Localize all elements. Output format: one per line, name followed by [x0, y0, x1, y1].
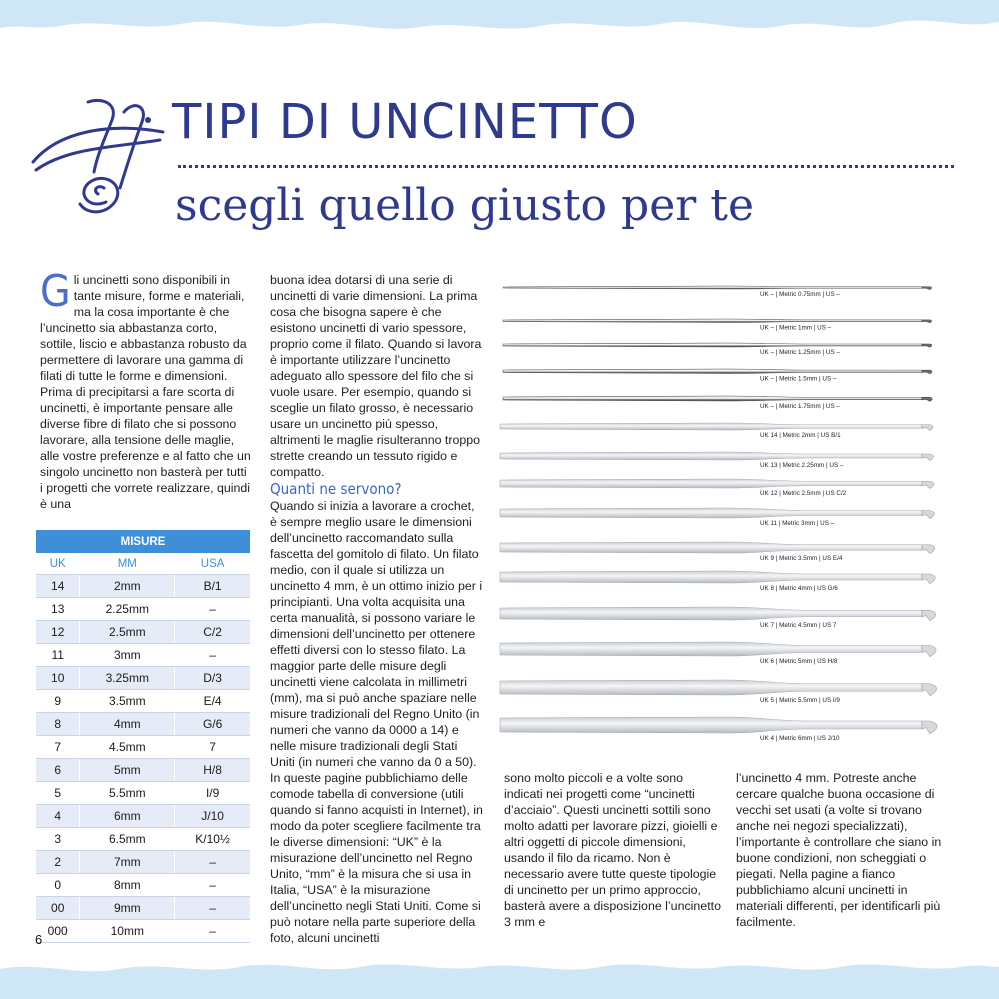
- table-row: [36, 759, 250, 782]
- fourth-paragraph: sono molto piccoli e a volte sono indicati nei progetti come “uncinetti d’acciaio”. Questi uncinetti sottili sono molto adatti per lavorare pizzi, gioielli e altri oggetti di piccole dimensioni, usando il filo da ricamo. Non è necessario avere tutte queste tipologie di uncinetto per un primo approccio, basterà avere a disposizione l’uncinetto 3 mm e: [504, 771, 721, 929]
- hook-size-label: UK 9 | Metric 3.5mm | US E/4: [760, 555, 843, 562]
- hook-size-label: UK – | Metric 1.25mm | US –: [760, 349, 840, 356]
- column-header-mm: MM: [80, 553, 175, 575]
- hook-shaft: [500, 542, 922, 553]
- cell-mm: 6.5mm: [80, 828, 175, 851]
- hook-item: [503, 369, 932, 383]
- cell-uk: 0: [36, 874, 80, 897]
- cell-uk: 4: [36, 805, 80, 828]
- cell-usa: K/10½: [175, 828, 250, 851]
- table-row: [36, 598, 250, 621]
- hook-size-label: UK 4 | Metric 6mm | US J/10: [760, 735, 840, 742]
- cell-usa: –: [175, 920, 250, 943]
- hook-item: [500, 542, 935, 562]
- hook-item: [503, 343, 932, 356]
- hook-item: [500, 479, 934, 497]
- cell-usa: –: [175, 851, 250, 874]
- cell-usa: –: [175, 644, 250, 667]
- cell-mm: 3.5mm: [80, 690, 175, 713]
- third-column: [504, 770, 722, 930]
- cell-usa: –: [175, 598, 250, 621]
- sizes-table: [36, 530, 250, 943]
- hook-head: [922, 610, 936, 620]
- hook-head: [922, 574, 935, 584]
- top-decorative-band: [0, 0, 999, 34]
- table-row: [36, 644, 250, 667]
- cell-usa: G/6: [175, 713, 250, 736]
- table-title: MISURE: [36, 530, 250, 553]
- hook-item: [500, 607, 936, 629]
- cell-mm: 5.5mm: [80, 782, 175, 805]
- hook-size-label: UK – | Metric 0.75mm | US –: [760, 291, 840, 298]
- second-column: [270, 272, 484, 946]
- page-title: TIPI DI UNCINETTO: [172, 94, 638, 150]
- third-paragraph: Quando si inizia a lavorare a crochet, è sempre meglio usare le dimensioni dell’uncinetto raccomandato sulla fascetta del gomitolo di filato. Un filato medio, con il quale si utilizza un uncinetto 4 mm, è un ottimo inizio per i principianti. Una volta acquisita una certa manualità, si possono variare le dimensioni dell’uncinetto per ottenere effetti diversi con lo stesso filato. La maggior parte delle misure degli uncinetti viene calcolata in millimetri (mm), ma si può anche spaziare nelle misure tradizionali del Regno Unito (in numeri che vanno da 0000 a 14) e nelle misure tradizionali degli Stati Uniti (in numeri che vanno da 0 a 50). In queste pagine pubblichiamo delle comode tabella di conversione (utili quando si fanno acquisti in Internet), in modo da poter scegliere facilmente tra le diverse dimensioni: “UK” è la misurazione dell’uncinetto nel Regno Unito, “mm” è la misura che si usa in Italia, “USA” è la misurazione dell’uncinetto negli Stati Uniti. Come si può notare nella parte superiore della foto, alcuni uncinetti: [270, 499, 483, 945]
- cell-mm: 3.25mm: [80, 667, 175, 690]
- cell-usa: B/1: [175, 575, 250, 598]
- hook-shaft: [503, 396, 922, 401]
- cell-mm: 10mm: [80, 920, 175, 943]
- hook-head: [922, 545, 935, 554]
- cell-uk: 10: [36, 667, 80, 690]
- hook-size-label: UK 13 | Metric 2.25mm | US –: [760, 462, 844, 469]
- hook-size-label: UK 6 | Metric 5mm | US H/8: [760, 658, 838, 665]
- hook-size-label: UK 12 | Metric 2.5mm | US C/2: [760, 490, 847, 497]
- table-row: [36, 851, 250, 874]
- hook-size-label: UK 14 | Metric 2mm | US B/1: [760, 432, 841, 439]
- hook-shaft: [500, 571, 922, 583]
- hook-item: [500, 508, 934, 527]
- hook-item: [500, 571, 935, 592]
- cell-uk: 12: [36, 621, 80, 644]
- table-row: [36, 782, 250, 805]
- hook-head: [922, 454, 934, 460]
- hook-head: [922, 370, 932, 374]
- cell-mm: 5mm: [80, 759, 175, 782]
- fifth-paragraph: l’uncinetto 4 mm. Potreste anche cercare qualche buona occasione di vecchi set usati (a volte si trovano anche nei negozi specializzati), l’importante è controllare che siano in buone condizioni, non scheggiati o piegati. Nella pagine a fianco pubblichiamo alcuni uncinetti in materiali differenti, per identificarli più facilmente.: [736, 771, 942, 929]
- hook-head: [922, 397, 932, 401]
- cell-mm: 4mm: [80, 713, 175, 736]
- cell-usa: C/2: [175, 621, 250, 644]
- cell-usa: D/3: [175, 667, 250, 690]
- hook-size-label: UK 5 | Metric 5.5mm | US I/9: [760, 697, 840, 704]
- hook-shaft: [500, 607, 922, 620]
- bottom-decorative-band: [0, 955, 999, 999]
- cell-usa: J/10: [175, 805, 250, 828]
- table-row: [36, 621, 250, 644]
- table-row: [36, 897, 250, 920]
- hook-item: [500, 642, 936, 665]
- section-subheading: Quanti ne servono?: [270, 480, 402, 498]
- hook-item: [503, 396, 932, 410]
- hook-shaft: [503, 369, 922, 374]
- cell-usa: H/8: [175, 759, 250, 782]
- hook-item: [503, 286, 932, 298]
- cell-uk: 13: [36, 598, 80, 621]
- cell-mm: 2.5mm: [80, 621, 175, 644]
- hook-shaft: [500, 508, 922, 518]
- cell-uk: 8: [36, 713, 80, 736]
- table-column-headers: [36, 553, 250, 575]
- hook-size-label: UK 8 | Metric 4mm | US G/6: [760, 585, 838, 592]
- hook-shaft: [500, 642, 922, 656]
- hook-shaft: [500, 717, 922, 733]
- second-paragraph: buona idea dotarsi di una serie di uncinetti di varie dimensioni. La prima cosa che bisogna sapere è che esistono uncinetti di vario spessore, proprio come il filato. Quando si lavora è importante utilizzare l’uncinetto adeguato allo spessore del filo che si vuole usare. Per esempio, quando si sceglie un filato grosso, è necessario usare un uncinetto più spesso, altrimenti le maglie risulteranno troppo strette creando un tessuto rigido e compatto.: [270, 273, 482, 479]
- cell-uk: 000: [36, 920, 80, 943]
- hook-size-label: UK – | Metric 1.75mm | US –: [760, 403, 840, 410]
- hook-shaft: [500, 680, 922, 695]
- hook-item: [500, 717, 937, 742]
- hook-head: [922, 684, 937, 696]
- hook-head: [922, 287, 932, 290]
- column-header-uk: UK: [36, 553, 80, 575]
- cell-uk: 5: [36, 782, 80, 805]
- cell-uk: 00: [36, 897, 80, 920]
- title-dotted-divider: [178, 165, 954, 168]
- cell-usa: 7: [175, 736, 250, 759]
- cell-mm: 2.25mm: [80, 598, 175, 621]
- drop-cap: G: [40, 266, 71, 317]
- hook-head: [922, 721, 937, 734]
- table-row: [36, 690, 250, 713]
- table-row: [36, 920, 250, 943]
- cell-uk: 2: [36, 851, 80, 874]
- hook-shaft: [500, 479, 922, 488]
- cell-usa: –: [175, 874, 250, 897]
- hook-size-label: UK 11 | Metric 3mm | US –: [760, 520, 835, 527]
- cell-mm: 7mm: [80, 851, 175, 874]
- hook-head: [922, 344, 932, 347]
- hook-item: [500, 452, 934, 469]
- column-header-usa: USA: [175, 553, 250, 575]
- fourth-column: [736, 770, 954, 930]
- hook-head: [922, 511, 934, 519]
- cell-usa: I/9: [175, 782, 250, 805]
- hook-head: [922, 320, 932, 323]
- cell-uk: 9: [36, 690, 80, 713]
- hook-item: [500, 423, 933, 439]
- cell-mm: 6mm: [80, 805, 175, 828]
- cell-mm: 3mm: [80, 644, 175, 667]
- hook-item: [503, 319, 932, 332]
- hook-item: [500, 680, 937, 704]
- table-row: [36, 667, 250, 690]
- hook-shaft: [500, 452, 922, 460]
- cell-mm: 2mm: [80, 575, 175, 598]
- page-subtitle: scegli quello giusto per te: [175, 180, 754, 231]
- hook-size-label: UK – | Metric 1mm | US –: [760, 324, 832, 332]
- cell-mm: 9mm: [80, 897, 175, 920]
- cell-uk: 3: [36, 828, 80, 851]
- table-row: [36, 736, 250, 759]
- hook-head: [922, 425, 933, 431]
- cell-uk: 7: [36, 736, 80, 759]
- cell-uk: 14: [36, 575, 80, 598]
- hook-shaft: [503, 343, 922, 347]
- hook-shaft: [500, 423, 922, 430]
- hook-size-label: UK 7 | Metric 4.5mm | US 7: [760, 622, 837, 629]
- hook-size-label: UK – | Metric 1.5mm | US –: [760, 375, 837, 383]
- table-row: [36, 575, 250, 598]
- cell-usa: E/4: [175, 690, 250, 713]
- crochet-hooks-photo: [498, 282, 958, 742]
- intro-paragraph: li uncinetti sono disponibili in tante misure, forme e materiali, ma la cosa importante è che l’uncinetto sia abbastanza corto, sottile, liscio e abbastanza robusto da permettere di lavorare una gamma di filati di tutte le forme e dimensioni. Prima di precipitarsi a fare scorta di uncinetti, è importante pensare alle diverse fibre di filato che si possono lavorare, alla tensione delle maglie, alle vostre preferenze e al fatto che un singolo uncinetto non basterà per tutti i progetti che vorrete realizzare, quindi è una: [40, 273, 251, 511]
- hook-head: [922, 646, 936, 657]
- page-number: 6: [35, 932, 43, 947]
- hook-shaft: [503, 319, 922, 323]
- cell-usa: –: [175, 897, 250, 920]
- table-row: [36, 805, 250, 828]
- intro-column: [40, 266, 252, 512]
- table-row: [36, 713, 250, 736]
- cell-uk: 11: [36, 644, 80, 667]
- hook-head: [922, 481, 934, 488]
- table-row: [36, 874, 250, 897]
- table-row: [36, 828, 250, 851]
- hook-shaft: [503, 286, 922, 289]
- cell-mm: 8mm: [80, 874, 175, 897]
- cell-mm: 4.5mm: [80, 736, 175, 759]
- cell-uk: 6: [36, 759, 80, 782]
- crochet-hooks-logo-icon: [28, 92, 168, 222]
